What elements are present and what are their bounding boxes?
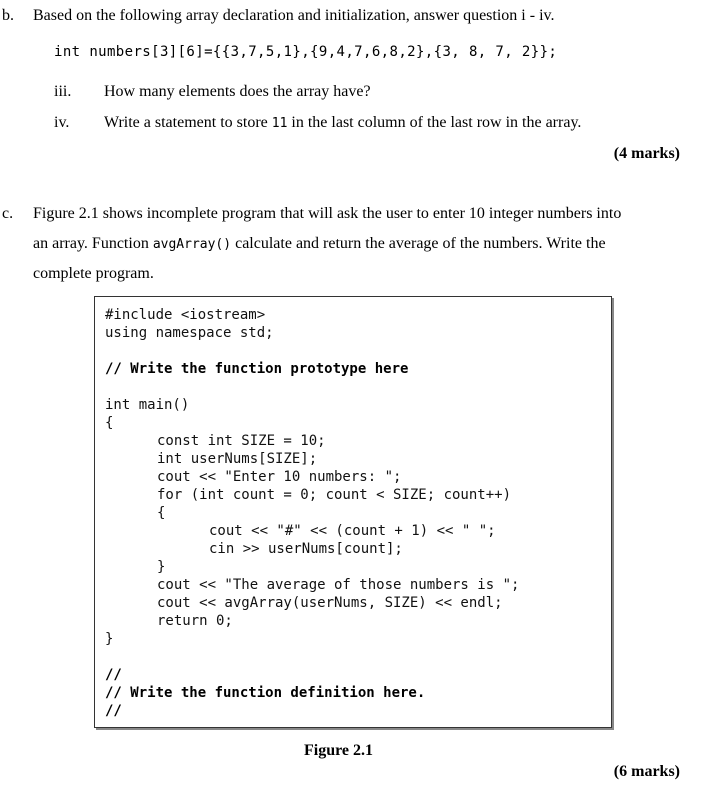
code-line-comment-3: //	[105, 703, 122, 719]
question-c-line-3: complete program.	[33, 265, 154, 282]
question-b-intro: Based on the following array declaration and initialization, answer question i - iv.	[33, 7, 555, 24]
code-line-main-open-brace: {	[105, 415, 114, 431]
code-line-average-text: cout << "The average of those numbers is ";	[157, 577, 520, 593]
question-c-label: c.	[2, 205, 14, 222]
code-line-for-close-brace: }	[157, 559, 166, 575]
code-line-prompt: cout << "Enter 10 numbers: ";	[157, 469, 402, 485]
array-declaration: int numbers[3][6]={{3,7,5,1},{9,4,7,6,8,2},{3, 8, 7, 2}};	[54, 44, 558, 60]
code-line-return: return 0;	[157, 613, 233, 629]
item-iv-text-before: Write a statement to store	[104, 114, 272, 131]
item-iv-text-after: in the last column of the last row in the array.	[287, 114, 582, 131]
item-iii-text: How many elements does the array have?	[104, 83, 371, 100]
item-iv-number: iv.	[54, 114, 70, 131]
code-line-comment-1: //	[105, 667, 122, 683]
figure-caption: Figure 2.1	[304, 742, 374, 759]
question-c-line-2-before: an array. Function	[33, 235, 153, 252]
code-line-average-call: cout << avgArray(userNums, SIZE) << endl;	[157, 595, 503, 611]
avgarray-code: avgArray()	[152, 237, 232, 252]
code-line-cin: cin >> userNums[count];	[209, 541, 403, 557]
item-iii-number: iii.	[54, 83, 72, 100]
question-c-line-2-after: calculate and return the average of the numbers. Write the	[231, 235, 606, 252]
question-c-marks: (6 marks)	[613, 763, 680, 780]
item-iv-code: 11	[271, 116, 288, 131]
code-line-for: for (int count = 0; count < SIZE; count++)	[157, 487, 512, 503]
code-line-usernums: int userNums[SIZE];	[157, 451, 318, 467]
question-c-line-1: Figure 2.1 shows incomplete program that will ask the user to enter 10 integer numbers into	[33, 205, 622, 222]
code-line-include: #include <iostream>	[105, 307, 266, 323]
code-line-main-close-brace: }	[105, 631, 114, 647]
question-c-line-2	[33, 234, 606, 255]
code-line-namespace: using namespace std;	[105, 325, 274, 341]
code-line-definition-comment: // Write the function definition here.	[105, 685, 426, 701]
code-line-size: const int SIZE = 10;	[157, 433, 326, 449]
code-line-main: int main()	[105, 397, 190, 413]
question-b-marks: (4 marks)	[613, 145, 680, 162]
code-line-prototype-comment: // Write the function prototype here	[105, 361, 409, 377]
item-iv-text	[104, 113, 581, 134]
code-line-for-open-brace: {	[157, 505, 166, 521]
question-b-label: b.	[2, 7, 14, 24]
code-line-cout-count: cout << "#" << (count + 1) << " ";	[209, 523, 496, 539]
